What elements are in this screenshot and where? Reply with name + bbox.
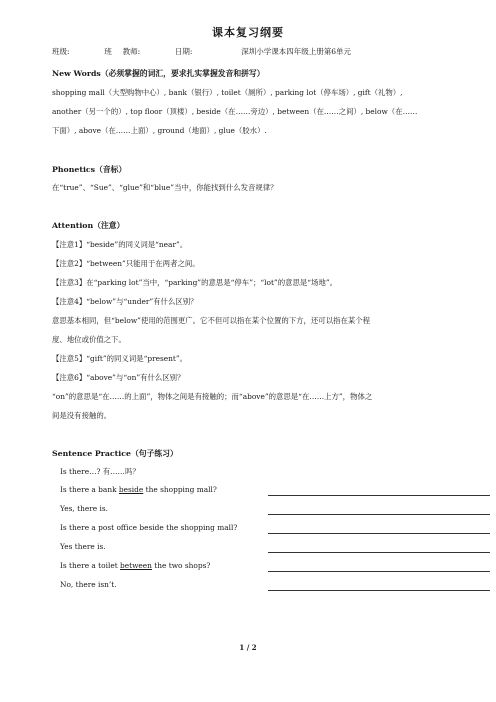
sentence-part: the two shops? (151, 561, 211, 570)
new-words-heading: New Words（必须掌握的词汇，要求扎实掌握发音和拼写） (52, 69, 265, 78)
attention-note: 【注意6】“above”与“on”有什么区别？ (52, 373, 185, 382)
practice-sentence: No, there isn’t. (60, 580, 117, 589)
new-words-line: another（另一个的）, top floor（顶楼）, beside（在……旁边）, between（在……之间）, below（在…… (52, 107, 418, 116)
phonetics-question: 在“true”、“Sue”、“glue”和“blue”当中，你能找到什么发音规律？ (52, 183, 278, 192)
answer-line[interactable] (268, 590, 490, 591)
answer-line[interactable] (268, 533, 490, 534)
attention-explanation: 度、地位或价值之下。 (52, 335, 126, 344)
practice-sentence (60, 485, 217, 494)
new-words-line: 下面）, above（在……上面）, ground（地面）, glue（胶水）. (52, 126, 267, 135)
underlined-word: between (120, 561, 152, 570)
underlined-word: beside (118, 485, 144, 494)
sentence-part: the shopping mall? (143, 485, 217, 494)
answer-line[interactable] (268, 552, 490, 553)
date-label: 日期: (174, 47, 193, 56)
answer-line[interactable] (268, 495, 490, 496)
practice-intro: Is there…? 有……吗？ (60, 467, 140, 476)
new-words-line: shopping mall（大型购物中心）, bank（银行）, toilet（厕所）, parking lot（停车场）, gift（礼物）, (52, 88, 403, 97)
attention-note: 【注意5】“gift”的同义词是“present”。 (52, 354, 188, 363)
practice-sentence: Is there a post office beside the shopping mall? (60, 523, 238, 532)
page-title: 课本复习纲要 (212, 26, 284, 39)
page-number: 1 / 2 (239, 643, 257, 652)
answer-line[interactable] (268, 514, 490, 515)
sentence-part: Is there a toilet (60, 561, 121, 570)
class-label: 班级: (52, 47, 70, 56)
practice-sentence: Yes there is. (60, 542, 106, 551)
sentence-part: Is there a bank (60, 485, 119, 494)
attention-explanation: 间是没有接触的。 (52, 411, 112, 420)
teacher-label: 教师: (122, 47, 141, 56)
attention-explanation: “on”的意思是“在……的上面”，物体之间是有接触的；而“above”的意思是“在……上方”，物体之 (52, 392, 373, 401)
header-meta (52, 46, 462, 57)
attention-note: 【注意3】在“parking lot”当中，“parking”的意思是“停车”；“lot”的意思是“场地”。 (52, 278, 338, 287)
answer-line[interactable] (268, 571, 490, 572)
attention-explanation: 意思基本相同，但“below”使用的范围更广。它不但可以指在某个位置的下方，还可以指在某个程 (52, 316, 371, 325)
unit-info: 深圳小学课本四年级上册第6单元 (241, 47, 351, 56)
attention-note: 【注意2】“between”只能用于在两者之间。 (52, 259, 200, 268)
attention-note: 【注意4】“below”与“under”有什么区别？ (52, 297, 198, 306)
attention-note: 【注意1】“beside”的同义词是“near”。 (52, 240, 188, 249)
class-suffix: 班 (104, 47, 112, 56)
attention-heading: Attention（注意） (52, 221, 125, 230)
practice-sentence: Yes, there is. (60, 504, 108, 513)
practice-sentence (60, 561, 210, 570)
phonetics-heading: Phonetics（音标） (52, 165, 127, 174)
sentence-practice-heading: Sentence Practice（句子练习） (52, 449, 178, 458)
